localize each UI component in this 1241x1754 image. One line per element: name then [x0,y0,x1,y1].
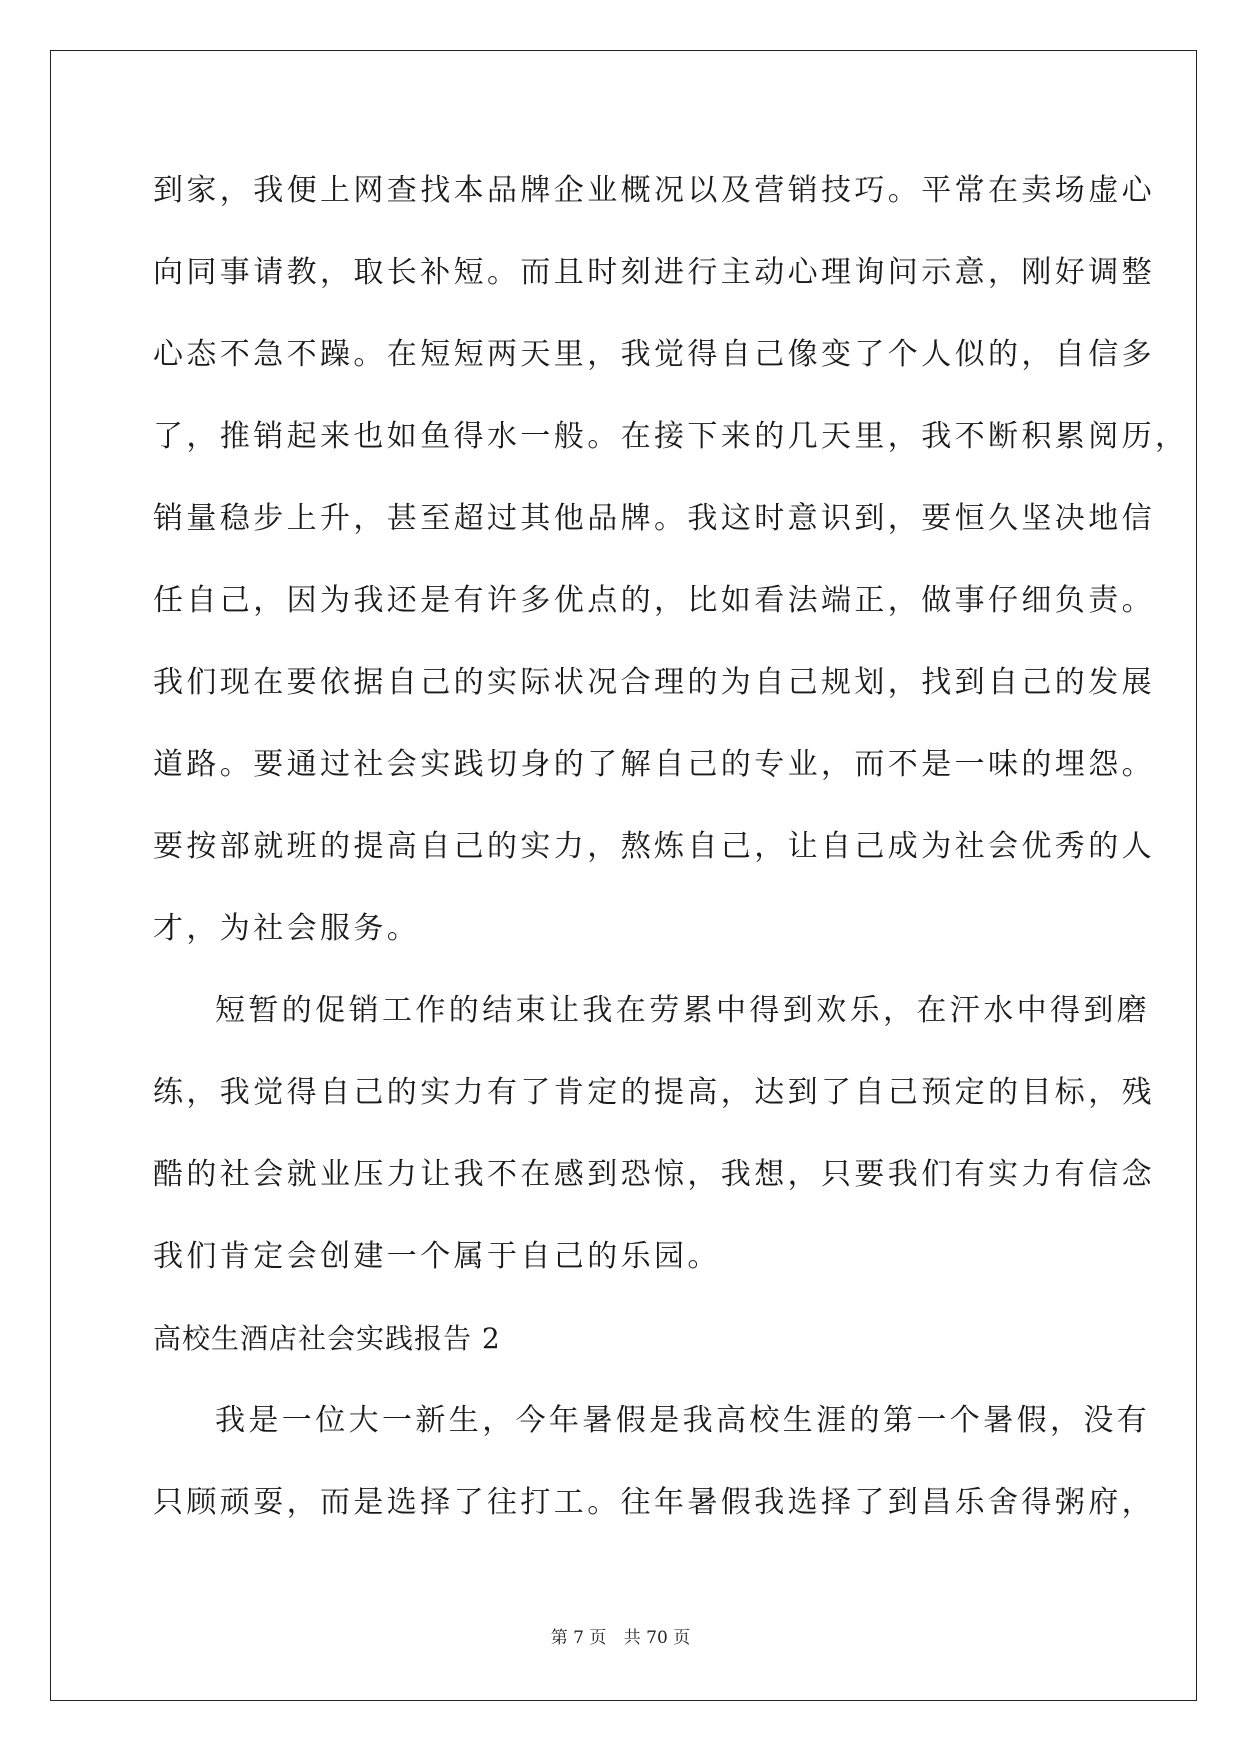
text-line: 我们肯定会创建一个属于自己的乐园。 [153,1239,721,1274]
text-line: 心态不急不躁。在短短两天里，我觉得自己像变了个人似的，自信多 [153,337,1155,372]
section-heading: 高校生酒店社会实践报告 2 [153,1322,501,1355]
text-line: 要按部就班的提高自己的实力，熬炼自己，让自己成为社会优秀的人 [153,829,1155,864]
text-line: 道路。要通过社会实践切身的了解自己的专业，而不是一味的埋怨。 [153,747,1155,782]
text-line: 向同事请教，取长补短。而且时刻进行主动心理询问示意，刚好调整 [153,255,1155,290]
text-line: 酷的社会就业压力让我不在感到恐惊，我想，只要我们有实力有信念 [153,1157,1155,1192]
text-line: 我们现在要依据自己的实际状况合理的为自己规划，找到自己的发展 [153,665,1155,700]
page-total: 共 70 页 [623,1628,691,1648]
page-footer [0,1623,1241,1648]
text-line: 练，我觉得自己的实力有了肯定的提高，达到了自己预定的目标，残 [153,1075,1155,1110]
paragraphs-before-heading [153,164,1189,1312]
paragraphs-after-heading [153,1394,1155,1558]
text-line: 到家，我便上网查找本品牌企业概况以及营销技巧。平常在卖场虚心 [153,173,1155,208]
text-line: 任自己，因为我还是有许多优点的，比如看法端正，做事仔细负责。 [153,583,1155,618]
text-line: 我是一位大一新生，今年暑假是我高校生涯的第一个暑假，没有 [215,1403,1151,1438]
page-number: 第 7 页 [550,1628,607,1648]
text-line: 只顾顽耍，而是选择了往打工。往年暑假我选择了到昌乐舍得粥府， [153,1485,1155,1520]
text-line: 了，推销起来也如鱼得水一般。在接下来的几天里，我不断积累阅历， [153,419,1189,454]
text-line: 才，为社会服务。 [153,911,421,946]
document-body [153,164,1189,1558]
text-line: 短暂的促销工作的结束让我在劳累中得到欢乐，在汗水中得到磨 [215,993,1151,1028]
text-line: 销量稳步上升，甚至超过其他品牌。我这时意识到，要恒久坚决地信 [153,501,1155,536]
